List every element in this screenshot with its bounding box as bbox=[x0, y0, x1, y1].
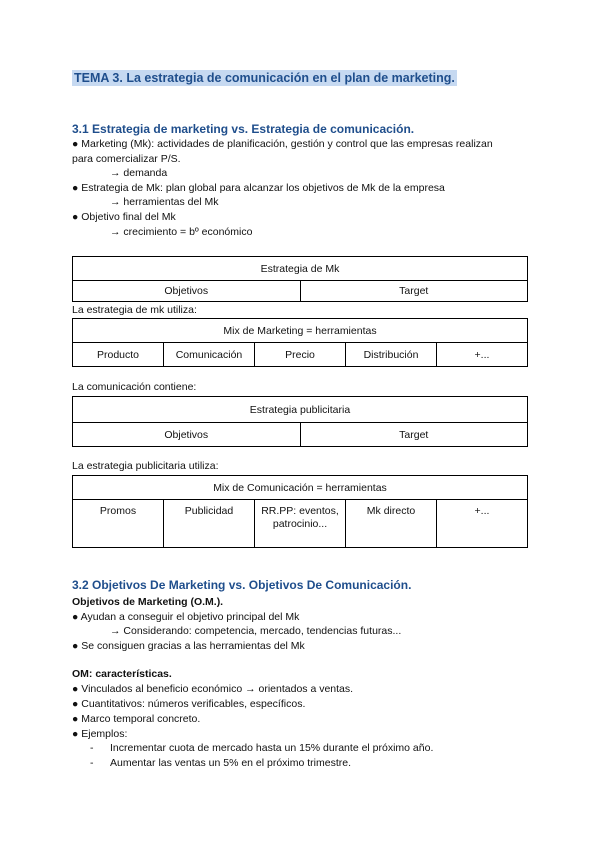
text-line: ● Estrategia de Mk: plan global para alcanzar los objetivos de Mk de la empresa bbox=[72, 182, 445, 194]
section-3-1-heading: 3.1 Estrategia de marketing vs. Estrategia de comunicación. bbox=[72, 122, 415, 136]
text-line: → crecimiento = bº económico bbox=[110, 226, 253, 238]
list-item bbox=[90, 756, 351, 770]
table-cell: Precio bbox=[255, 343, 346, 367]
text-line: para comercializar P/S. bbox=[72, 153, 181, 165]
table-cell: Promos bbox=[73, 500, 164, 548]
table-estrategia-publicitaria bbox=[72, 396, 528, 447]
table-mix-marketing bbox=[72, 318, 528, 367]
text-line: → demanda bbox=[110, 167, 168, 179]
page-title: TEMA 3. La estrategia de comunicación en el plan de marketing. bbox=[74, 71, 455, 85]
subheading: Objetivos de Marketing (O.M.). bbox=[72, 596, 224, 608]
text-line: ● Marco temporal concreto. bbox=[72, 713, 201, 725]
text-line: ● Se consiguen gracias a las herramientas del Mk bbox=[72, 640, 305, 652]
list-item bbox=[90, 741, 433, 755]
text-line: La estrategia publicitaria utiliza: bbox=[72, 460, 219, 472]
table-cell: Publicidad bbox=[164, 500, 255, 548]
text-line: La comunicación contiene: bbox=[72, 381, 197, 393]
example-text: Aumentar las ventas un 5% en el próximo trimestre. bbox=[110, 757, 352, 769]
table-cell: Target bbox=[300, 281, 528, 302]
table-cell: Comunicación bbox=[164, 343, 255, 367]
text-line: La estrategia de mk utiliza: bbox=[72, 304, 197, 316]
text-line: ● Ayudan a conseguir el objetivo principal del Mk bbox=[72, 611, 300, 623]
text-line: ● Ejemplos: bbox=[72, 728, 128, 740]
table-cell: Mk directo bbox=[346, 500, 437, 548]
example-text: Incrementar cuota de mercado hasta un 15% durante el próximo año. bbox=[110, 742, 434, 754]
table-cell: Target bbox=[300, 423, 528, 447]
table-cell: RR.PP: eventos, patrocinio... bbox=[255, 500, 346, 548]
subheading: OM: características. bbox=[72, 668, 172, 680]
table-header: Mix de Marketing = herramientas bbox=[73, 319, 528, 343]
section-3-2-heading: 3.2 Objetivos De Marketing vs. Objetivos De Comunicación. bbox=[72, 578, 412, 592]
table-cell: +... bbox=[437, 343, 528, 367]
text-line: ● Objetivo final del Mk bbox=[72, 211, 176, 223]
table-cell: Objetivos bbox=[73, 423, 301, 447]
text-line: ● Marketing (Mk): actividades de planificación, gestión y control que las empresas realizan bbox=[72, 138, 493, 150]
text-line: → herramientas del Mk bbox=[110, 196, 219, 208]
text-line: → Considerando: competencia, mercado, tendencias futuras... bbox=[110, 625, 402, 637]
table-cell: Distribución bbox=[346, 343, 437, 367]
dash-bullet-icon: - bbox=[90, 757, 94, 769]
table-header: Estrategia publicitaria bbox=[73, 397, 528, 423]
table-estrategia-mk bbox=[72, 256, 528, 302]
table-cell: Objetivos bbox=[73, 281, 301, 302]
table-cell: +... bbox=[437, 500, 528, 548]
table-cell: Producto bbox=[73, 343, 164, 367]
table-header: Estrategia de Mk bbox=[73, 257, 528, 281]
table-header: Mix de Comunicación = herramientas bbox=[73, 476, 528, 500]
table-mix-comunicacion bbox=[72, 475, 528, 548]
text-line: ● Vinculados al beneficio económico → orientados a ventas. bbox=[72, 683, 354, 695]
text-line: ● Cuantitativos: números verificables, específicos. bbox=[72, 698, 306, 710]
dash-bullet-icon: - bbox=[90, 742, 94, 754]
